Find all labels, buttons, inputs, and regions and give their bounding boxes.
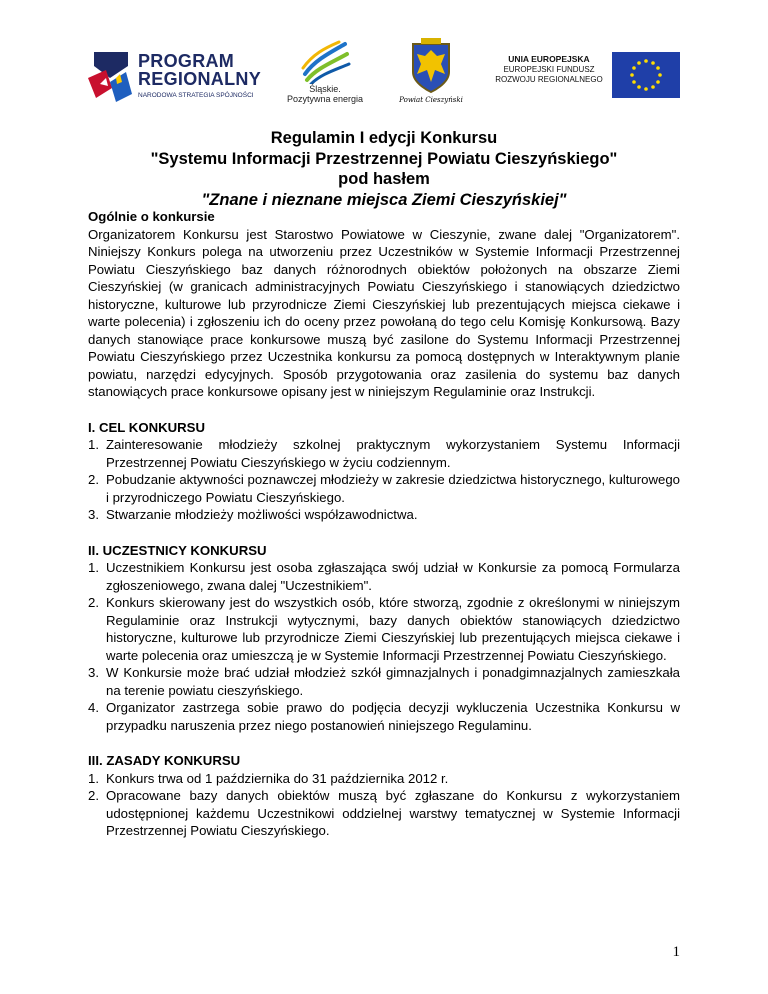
document-title: [0, 128, 768, 210]
program-regionalny-icon: [86, 48, 136, 104]
list-item: 1. Zainteresowanie młodzieży szkolnej praktycznym wykorzystaniem Systemu Informacji Przestrzennej Powiatu Cieszyńskiego w życiu codziennym.: [88, 437, 680, 470]
powiat-cieszynski-crest: [396, 38, 466, 106]
program-regionalny-logo: [86, 46, 266, 106]
program-subtitle: NARODOWA STRATEGIA SPÓJNOŚCI: [138, 92, 254, 99]
crest-caption: Powiat Cieszyński: [399, 96, 463, 104]
list-item: 2. Pobudzanie aktywności poznawczej młodzieży w zakresie dziedzictwa historycznego, kulturowego i przyrodniczego Powiatu Cieszyńskiego.: [88, 472, 680, 505]
document-body: [88, 208, 680, 840]
logo-strip: [0, 38, 768, 110]
list-item: 3. Stwarzanie młodzieży możliwości współzawodnictwa.: [88, 507, 418, 522]
slaskie-logo: [283, 38, 367, 106]
program-line1: PROGRAM: [138, 51, 235, 71]
intro-heading: Ogólnie o konkursie: [88, 209, 215, 224]
ue-line1: UNIA EUROPEJSKA: [508, 54, 590, 64]
slaskie-wave-icon: [295, 40, 355, 84]
section-list: [88, 770, 680, 840]
section-heading: II. UCZESTNICY KONKURSU: [88, 542, 267, 558]
program-line2: REGIONALNY: [138, 69, 262, 89]
slaskie-line2: Pozytywna energia: [286, 94, 364, 104]
section-heading: III. ZASADY KONKURSU: [88, 753, 241, 768]
section-heading: I. CEL KONKURSU: [88, 419, 205, 435]
page-number: 1: [672, 944, 680, 960]
ue-line2: EUROPEJSKI FUNDUSZ: [503, 65, 595, 74]
intro-paragraph: Organizatorem Konkursu jest Starostwo Powiatowe w Cieszynie, zwane dalej "Organizatorem". Niniejszy Konkurs polega na utworzeniu przez Uczestników w Systemie Informacji Przestrzennej Powiatu Cieszyńskiego baz danych różnorodnych obiektów położonych na obszarze Ziemi Cieszyńskiej (w granicach administracyjnych Powiatu Cieszyńskiego i stanowiących dziedzictwo historyczne, kulturowe lub przyrodnicze Ziemi Cieszyńskiej lub prezentujących miejsca ciekawe i warte polecenia) i zgłoszeniu ich do oceny przez powołaną do tego celu Komisję Konkursową. Bazy danych stanowiące prace konkursowe muszą być zasilone do Systemu Informacji Przestrzennej Powiatu Cieszyńskiego przez Uczestnika konkursu za pomocą dostępnych w Interaktywnym planie powiatu, narzędzi edycyjnych. Sposób przygotowania oraz zasilenia do systemu baz danych stanowiących prace konkursowe opisany jest w niniejszym Regulaminie oraz Instrukcji.: [88, 226, 680, 399]
title-line3: pod hasłem: [338, 170, 430, 188]
list-item: 1. Uczestnikiem Konkursu jest osoba zgłaszająca swój udział w Konkursie za pomocą Formularza zgłoszeniowego, zwana dalej "Uczestnikiem".: [88, 560, 680, 593]
title-line2: "Systemu Informacji Przestrzennej Powiatu Cieszyńskiego": [150, 149, 618, 168]
list-item: 3. W Konkursie może brać udział młodzież szkół gimnazjalnych i ponadgimnazjalnych zamieszkała na terenie powiatu cieszyńskiego.: [88, 665, 680, 698]
list-item: 2. Konkurs skierowany jest do wszystkich osób, które stworzą, zgodnie z określonymi w niniejszym Regulaminie oraz Instrukcji wytycznymi, bazy danych obiektów stanowiących dziedzictwo historyczne, kulturowe lub przyrodnicze Ziemi Cieszyńskiej lub prezentujących miejsca ciekawe i warte polecenia oraz umieszczą je w Systemie Informacji Przestrzennej Powiatu Cieszyńskiego.: [88, 595, 680, 663]
list-item: 1. Konkurs trwa od 1 października do 31 października 2012 r.: [88, 770, 449, 786]
section-list: [88, 436, 680, 524]
ue-line3: ROZWOJU REGIONALNEGO: [495, 75, 603, 84]
title-line1: Regulamin I edycji Konkursu: [270, 129, 498, 147]
eagle-crest-icon: [409, 38, 453, 94]
eu-flag: [612, 52, 680, 98]
section-list: [88, 559, 680, 734]
eu-stars-icon: [612, 52, 680, 98]
list-item: 2. Opracowane bazy danych obiektów muszą być zgłaszane do Konkursu z wykorzystaniem udostępnionej każdemu Uczestnikowi oddzielnej warstwy tematycznej w Systemie Informacji Przestrzennej Powiatu Cieszyńskiego.: [88, 788, 680, 838]
ue-text-logo: [494, 54, 604, 94]
title-line4: "Znane i nieznane miejsca Ziemi Cieszyńskiej": [201, 190, 567, 209]
slaskie-line1: Śląskie.: [309, 84, 341, 94]
list-item: 4. Organizator zastrzega sobie prawo do podjęcia decyzji wykluczenia Uczestnika Konkursu w przypadku naruszenia przez niego postanowień niniejszego Regulaminu.: [88, 700, 680, 733]
